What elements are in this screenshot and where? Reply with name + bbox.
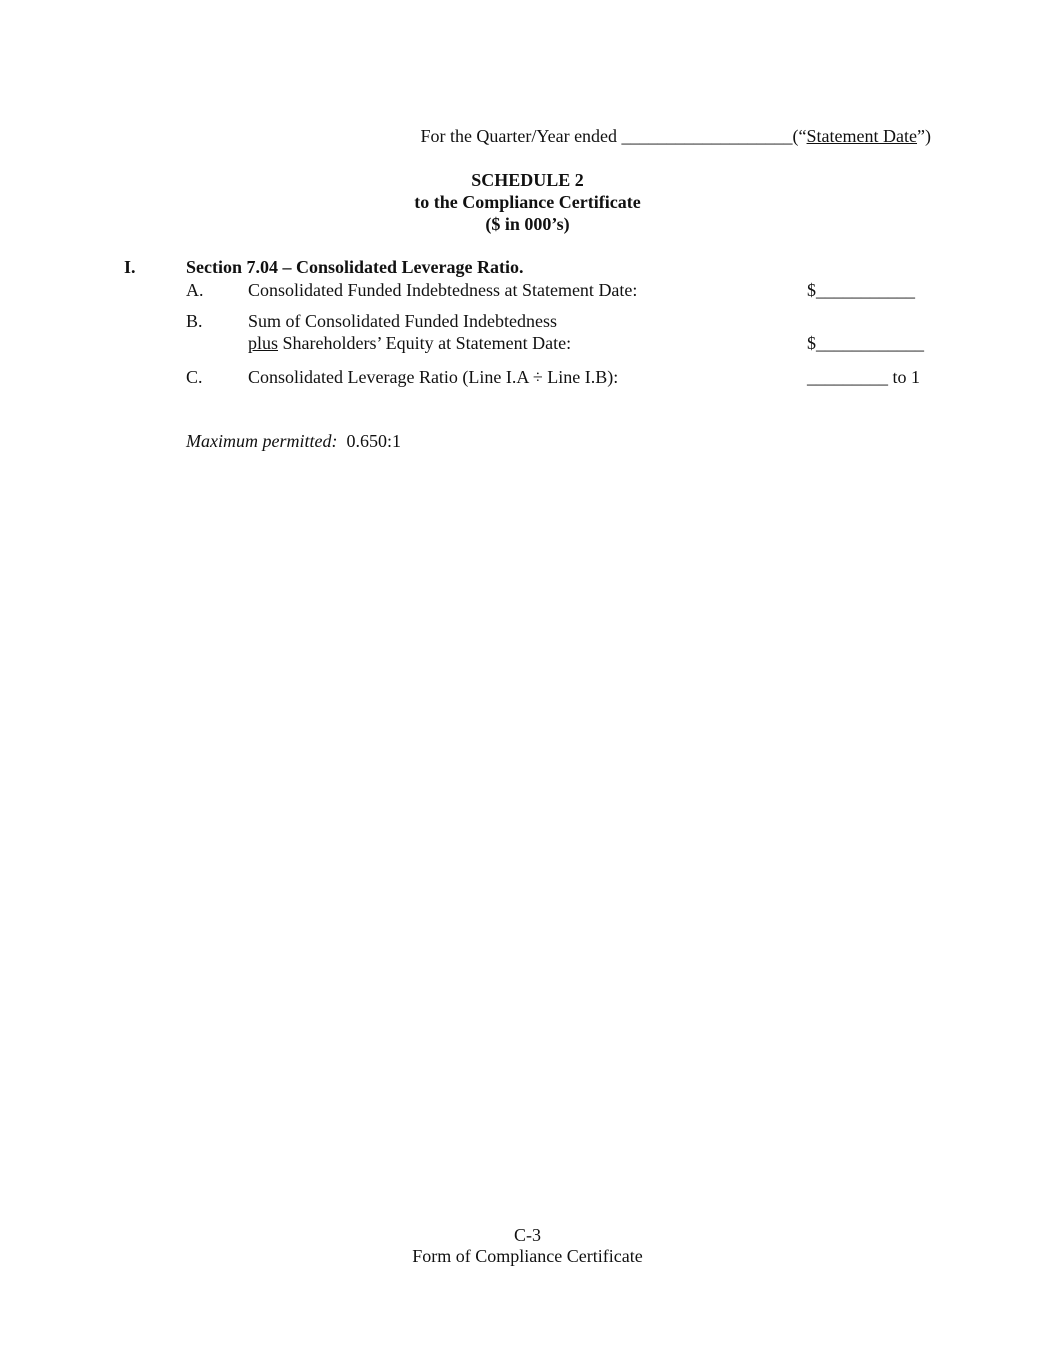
schedule-subtitle: to the Compliance Certificate	[414, 192, 641, 212]
item-a-value-blank: $___________	[807, 280, 915, 300]
schedule-units: ($ in 000’s)	[485, 214, 570, 234]
statement-date-line	[420, 125, 931, 147]
item-b-label-rest: Shareholders’ Equity at Statement Date:	[278, 333, 572, 353]
statement-date-suffix: ”)	[917, 126, 931, 146]
item-b-label-line2	[248, 332, 571, 354]
max-permitted-value: 0.650:1	[346, 431, 401, 451]
item-c-label: Consolidated Leverage Ratio (Line I.A ÷ Line I.B):	[248, 367, 619, 387]
item-c-value-blank: _________ to 1	[807, 367, 921, 387]
item-b-label-line1: Sum of Consolidated Funded Indebtedness	[248, 311, 557, 331]
max-permitted-label: Maximum permitted:	[186, 431, 338, 451]
page-number: C-3	[514, 1225, 541, 1245]
section-number: I.	[124, 257, 136, 277]
max-permitted-line	[186, 430, 401, 452]
item-b-plus: plus	[248, 333, 279, 353]
item-a-label: Consolidated Funded Indebtedness at Statement Date:	[248, 280, 638, 300]
item-b-letter: B.	[186, 311, 203, 331]
statement-date-term: Statement Date	[806, 126, 918, 146]
footer-doc-title: Form of Compliance Certificate	[412, 1246, 643, 1266]
item-b-value-blank: $____________	[807, 333, 924, 353]
section-title: Section 7.04 – Consolidated Leverage Ratio.	[186, 257, 524, 277]
item-c-letter: C.	[186, 367, 203, 387]
item-a-letter: A.	[186, 280, 204, 300]
schedule-title: SCHEDULE 2	[471, 170, 584, 190]
statement-date-prefix: For the Quarter/Year ended ___________________(“	[420, 126, 807, 146]
